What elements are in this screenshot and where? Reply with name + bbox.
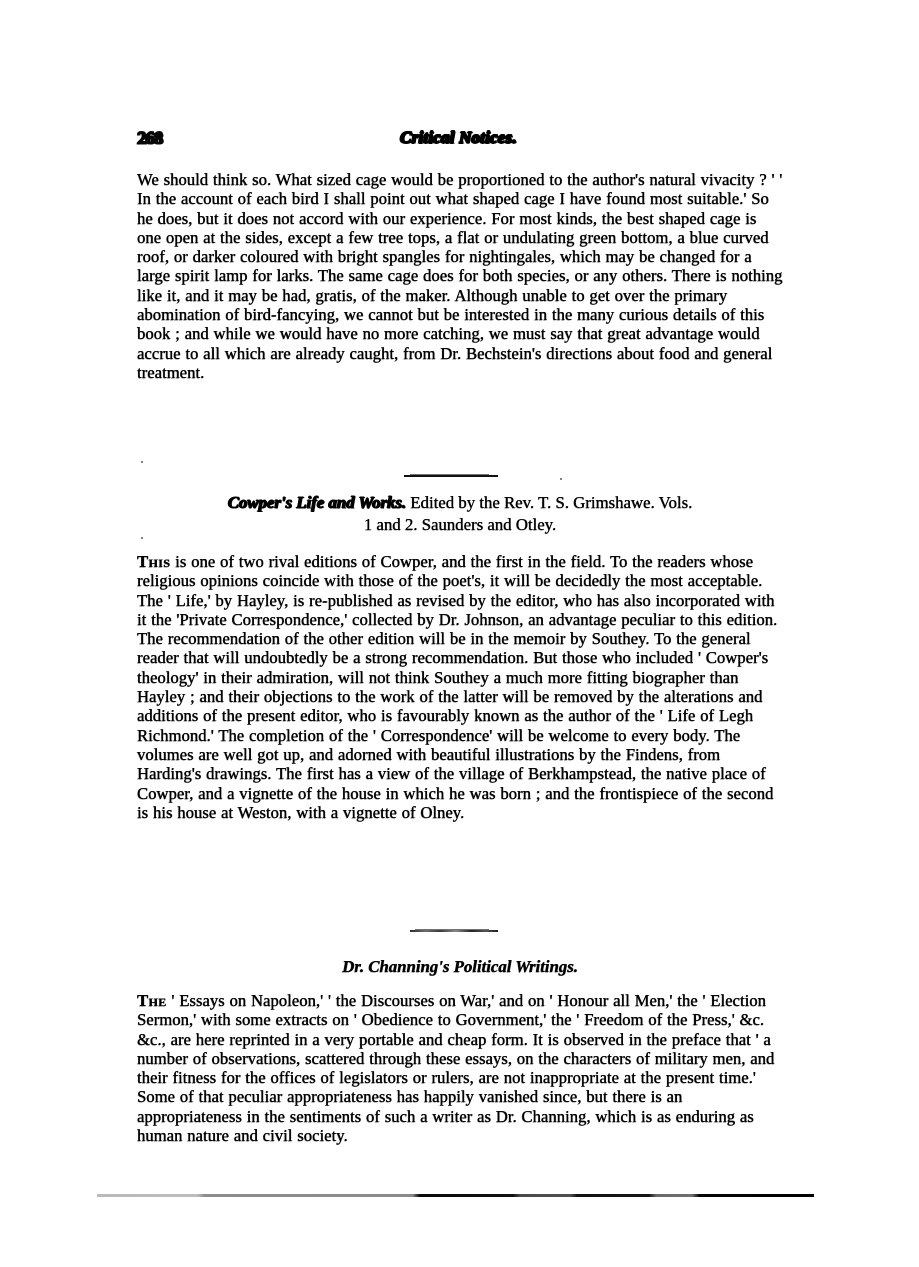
cowper-body — [137, 552, 783, 822]
cowper-paragraph-opening: This — [137, 552, 171, 571]
paragraph-channing — [137, 991, 783, 1145]
channing-paragraph-opening: The — [137, 991, 167, 1010]
paragraph-bechstein-continued: We should think so. What sized cage would be proportioned to the author's natural vivacity ? ' ' In the account of each bird I shall point out what shaped cage I have found most suitable.' So he does, but it does not accord with our experience. For most kinds, the best shaped cage is one open at the sides, except a few tree tops, a flat or undulating green bottom, a blue curved roof, or darker coloured with bright spangles for nightingales, which may be changed for a large spirit lamp for larks. The same cage does for both species, or any others. There is nothing like it, and it may be had, gratis, of the maker. Although unable to get over the primary abomination of bird-fancying, we cannot but be interested in the many curious details of this book ; and while we would have no more catching, we must say that great advantage would accrue to all which are already caught, from Dr. Bechstein's directions about food and general treatment. — [137, 170, 783, 382]
cowper-heading-imprint: Edited by the Rev. T. S. Grimshawe. Vols. — [410, 493, 693, 512]
channing-body — [137, 991, 783, 1145]
text-column — [137, 170, 783, 382]
channing-paragraph-text: ' Essays on Napoleon,' ' the Discourses on War,' and on ' Honour all Men,' the ' Election Sermon,' with some extracts on ' Obedience to Government,' the ' Freedom of the Press,' &c. &c., are here reprinted in a very portable and cheap form. It is observed in the preface that ' a number of observations, scattered through these essays, on the characters of military men, and their fitness for the offices of legislators or rulers, are not inappropriate at the present time.' Some of that peculiar appropriateness has happily vanished since, but there is an appropriateness in the sentiments of such a writer as Dr. Channing, which is as enduring as human nature and civil society. — [137, 991, 775, 1146]
scan-speck — [141, 461, 143, 463]
scan-speck — [141, 537, 143, 539]
page-bottom-edge-artifact — [97, 1194, 814, 1197]
cowper-heading-title: Cowper's Life and Works. — [227, 493, 407, 512]
divider-after-bechstein — [404, 475, 498, 477]
cowper-heading-line1 — [137, 492, 783, 513]
cowper-heading-line2: 1 and 2. Saunders and Otley. — [363, 515, 557, 534]
channing-heading: Dr. Channing's Political Writings. — [342, 957, 578, 976]
cowper-paragraph-text: is one of two rival editions of Cowper, and the first in the field. To the readers whose religious opinions coincide with those of the poet's, it will be decidedly the most acceptable. The ' Life,' by Hayley, is re-published as revised by the editor, who has also incorporated with it the 'Private Correspondence,' collected by Dr. Johnson, an advantage peculiar to this edition. The recommendation of the other edition will be in the memoir by Southey. To the general reader that will undoubtedly be a strong recommendation. But those who included ' Cowper's theology' in their admiration, will not think Southey a much more fitting biographer than Hayley ; and their objections to the work of the latter will be removed by the alterations and additions of the present editor, who is favourably known as the author of the ' Life of Legh Richmond.' The completion of the ' Correspondence' will be welcome to every body. The volumes are well got up, and adorned with beautiful illustrations by the Findens, from Harding's drawings. The first has a view of the village of Berkhampstead, the native place of Cowper, and a vignette of the house in which he was born ; and the frontispiece of the second is his house at Weston, with a vignette of Olney. — [137, 552, 778, 822]
divider-after-cowper — [410, 930, 498, 932]
article-heading-channing — [137, 957, 783, 977]
paragraph-cowper — [137, 552, 783, 822]
article-heading-cowper — [137, 492, 783, 535]
page-folio-number: 268 — [137, 128, 163, 148]
running-head — [137, 128, 780, 152]
scan-speck — [560, 478, 562, 480]
running-head-title: Critical Notices. — [400, 128, 517, 147]
